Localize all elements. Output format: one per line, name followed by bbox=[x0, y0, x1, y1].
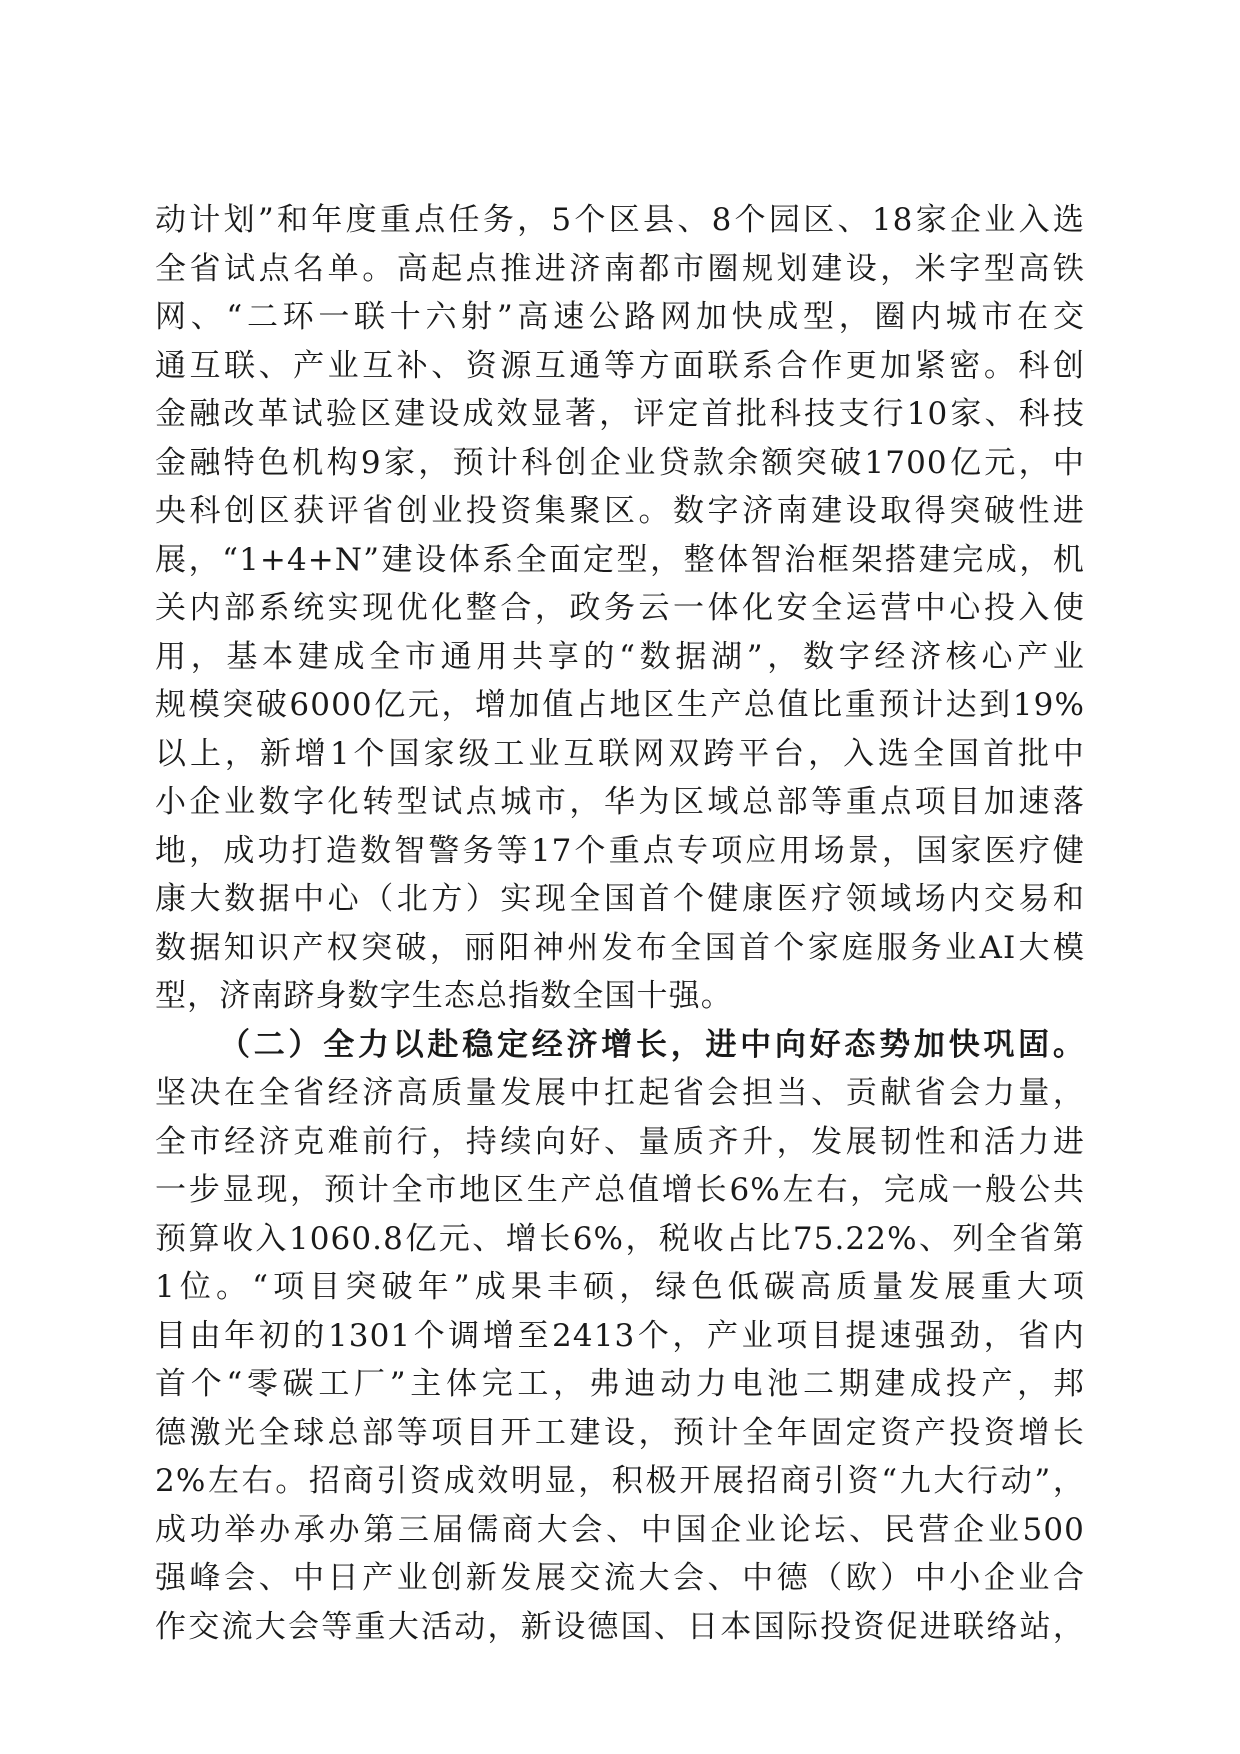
text-line: 规模突破6000亿元，增加值占地区生产总值比重预计达到19% bbox=[155, 687, 1085, 723]
text-line: 坚决在全省经济高质量发展中扛起省会担当、贡献省会力量， bbox=[155, 1075, 1085, 1111]
text-line: 全省试点名单。高起点推进济南都市圈规划建设，米字型高铁 bbox=[155, 250, 1085, 287]
section-heading: （二）全力以赴稳定经济增长，进中向好态势加快巩固。 bbox=[219, 1026, 1085, 1063]
text-line: 型，济南跻身数字生态总指数全国十强。 bbox=[155, 978, 733, 1014]
text-line: 金融特色机构9家，预计科创企业贷款余额突破1700亿元，中 bbox=[155, 444, 1085, 481]
text-line: 全市经济克难前行，持续向好、量质齐升，发展韧性和活力进 bbox=[155, 1123, 1085, 1160]
text-line: 央科创区获评省创业投资集聚区。数字济南建设取得突破性进 bbox=[155, 493, 1085, 529]
text-line: 数据知识产权突破，丽阳神州发布全国首个家庭服务业AI大模 bbox=[155, 929, 1085, 966]
text-line: 关内部系统实现优化整合，政务云一体化安全运营中心投入使 bbox=[155, 590, 1085, 626]
text-line: 目由年初的1301个调增至2413个，产业项目提速强劲，省内 bbox=[155, 1317, 1085, 1354]
text-line: 1位。“项目突破年”成果丰硕，绿色低碳高质量发展重大项 bbox=[155, 1269, 1085, 1305]
text-line: 地，成功打造数智警务等17个重点专项应用场景，国家医疗健 bbox=[155, 832, 1085, 869]
text-line: 强峰会、中日产业创新发展交流大会、中德（欧）中小企业合 bbox=[155, 1560, 1085, 1596]
text-line: 作交流大会等重大活动，新设德国、日本国际投资促进联络站， bbox=[155, 1608, 1085, 1645]
text-line: 首个“零碳工厂”主体完工，弗迪动力电池二期建成投产，邦 bbox=[155, 1366, 1085, 1402]
text-line: 2%左右。招商引资成效明显，积极开展招商引资“九大行动”， bbox=[155, 1463, 1085, 1499]
text-line: 一步显现，预计全市地区生产总值增长6%左右，完成一般公共 bbox=[155, 1172, 1085, 1208]
text-line: 通互联、产业互补、资源互通等方面联系合作更加紧密。科创 bbox=[155, 347, 1085, 384]
text-line: 德激光全球总部等项目开工建设，预计全年固定资产投资增长 bbox=[155, 1414, 1085, 1451]
text-line: 预算收入1060.8亿元、增长6%，税收占比75.22%、列全省第 bbox=[155, 1220, 1085, 1257]
text-line: 网、“二环一联十六射”高速公路网加快成型，圈内城市在交 bbox=[155, 299, 1085, 335]
body-text bbox=[155, 196, 1085, 1651]
text-line: 小企业数字化转型试点城市，华为区域总部等重点项目加速落 bbox=[155, 784, 1085, 820]
text-line: 以上，新增1个国家级工业互联网双跨平台，入选全国首批中 bbox=[155, 735, 1085, 772]
text-line: 动计划”和年度重点任务，5个区县、8个园区、18家企业入选 bbox=[155, 202, 1085, 238]
text-line: 成功举办承办第三届儒商大会、中国企业论坛、民营企业500 bbox=[155, 1511, 1085, 1548]
text-line: 金融改革试验区建设成效显著，评定首批科技支行10家、科技 bbox=[155, 396, 1085, 432]
text-line: 用，基本建成全市通用共享的“数据湖”，数字经济核心产业 bbox=[155, 638, 1085, 675]
text-line: 康大数据中心（北方）实现全国首个健康医疗领域场内交易和 bbox=[155, 881, 1085, 917]
text-line: 展，“1+4+N”建设体系全面定型，整体智治框架搭建完成，机 bbox=[155, 541, 1085, 578]
